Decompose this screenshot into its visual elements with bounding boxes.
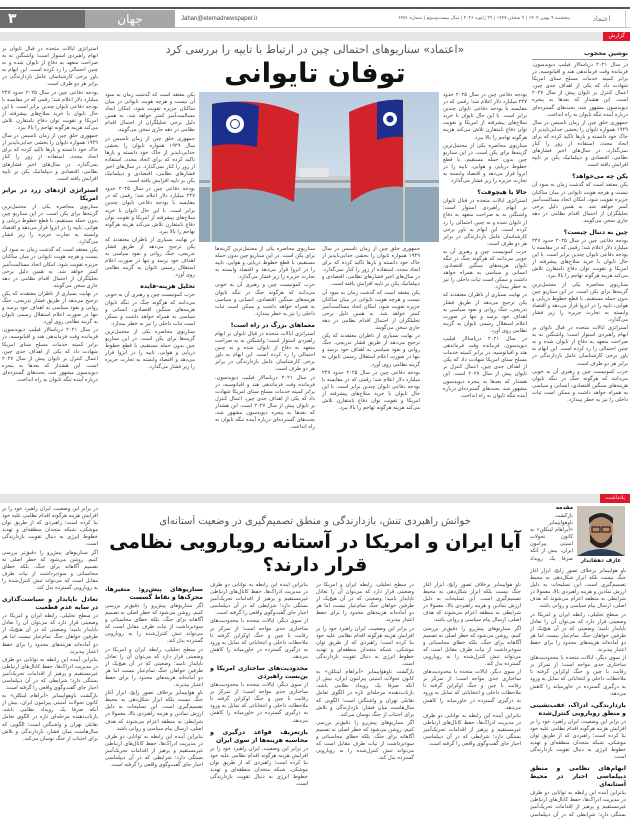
paragraph: اگر سناریوهای پیش‌رو را دقیق‌تر بررسی کنیم، روشن می‌شود که خطر اصلی نه تصمیم آگاهانه برای جنگ، بلکه خطای محاسباتی و سوءبرداشت از نیات طرف مقابل است که می‌تواند تنش کنترل‌شده را به رویارویی گسترده بدل کند. [316, 719, 414, 762]
paragraph: پکن معتقد است که گذشت زمان به سود آن نیست و هرچه هویت تایوانی در میان ساکنان جزیره تقویت شود، امکان اتحاد مسالمت‌آمیز کمتر خواهد شد. به همین دلیل برخی تحلیلگران از احتمال اقدام نظامی در دهه جاری سخن می‌گویند. [105, 92, 195, 134]
paragraph: در سطح تحلیلی، رابطه ایران و امریکا در وضعیتی قرار دارد که می‌توان آن را تعادل ناپایدار نامید؛ وضعیتی که در آن هیچ‌یک از طرفین خواهان جنگ تمام‌عیار نیست اما هر دو آماده‌اند هزینه‌های محدود را برای حفظ اعتبار بپذیرند. [2, 613, 98, 655]
paragraph: استراتژی ایالات متحده در قبال تایوان بر ابهام راهبردی استوار است؛ واشنگتن نه به صراحت متعهد به دفاع از تایوان شده و نه چنین احتمالی را رد کرده است. این ابهام به باور برخی کارشناسان عامل بازدارندگی در برابر هر دو طرف است. [532, 325, 628, 367]
subheading: حالا یا هیچوقت؟ [477, 189, 527, 197]
paragraph: در سطح تحلیلی، رابطه ایران و امریکا در وضعیتی قرار دارد که می‌توان آن را تعادل ناپایدار نامید؛ وضعیتی که در آن هیچ‌یک از طرفین خواهان جنگ تمام‌عیار نیست اما هر دو آماده‌اند هزینه‌های محدود را برای حفظ اعتبار بپذیرند. [530, 611, 626, 654]
report-column-4 [215, 246, 315, 488]
paragraph: استراتژی ایالات متحده در قبال تایوان بر ابهام راهبردی استوار است؛ واشنگتن نه به صراحت متعهد به دفاع از تایوان شده و نه چنین احتمالی را رد کرده است. این ابهام به باور برخی کارشناسان عامل بازدارندگی در برابر هر دو طرف است. [443, 198, 527, 247]
subheading: تعادل ناپایدار و سیاست‌گذاری در سایه عدم قطعیت [2, 596, 98, 612]
paragraph: در نهایت بسیاری از ناظران معتقدند که پکن ترجیح می‌دهد از طریق فشار تدریجی، جنگ روانی و نفوذ سیاسی به اهداف خود برسد و تنها در صورت اعلام استقلال رسمی تایوان به گزینه نظامی روی آورد. [443, 292, 527, 334]
paragraph: از سوی دیگر، ایالات متحده با محدودیت‌های ساختاری جدی مواجه است؛ از تمرکز بر رقابت با چین و جنگ اوکراین گرفته تا ملاحظات داخلی و انتخاباتی که تمایل به ورود به درگیری گسترده در خاورمیانه را کاهش می‌دهد. [210, 682, 308, 724]
subheading: سناریوهای پیش‌رو: متغیرها، محرک‌ها و نقاط گسست [105, 586, 203, 601]
top-rule [0, 7, 630, 9]
section-label-report: گزارش [603, 32, 630, 41]
note-kicker: خوانش راهبردی تنش، بازدارندگی و منطق تصمیم‌گیری در وضعیت آستانه‌ای [159, 516, 471, 527]
paragraph: در برابر این وضعیت، ایران راهبرد خود را بر افزایش هزینه هرگونه اقدام نظامی علیه خود بنا کرده است؛ راهبردی که از طریق توان موشکی، شبکه متحدان منطقه‌ای و تهدید خطوط انرژی به دنبال تقویت بازدارندگی است. [210, 745, 308, 788]
note-author: عارف دهقاندار [580, 558, 622, 564]
section-strip-note [0, 494, 630, 503]
report-author: نوشین محجوب [532, 50, 628, 60]
paragraph: اگر سناریوهای پیش‌رو را دقیق‌تر بررسی کنیم، روشن می‌شود که خطر اصلی نه تصمیم آگاهانه برای جنگ، بلکه خطای محاسباتی و سوءبرداشت از نیات طرف مقابل است که می‌تواند تنش کنترل‌شده را به رویارویی گسترده بدل کند. [423, 625, 521, 668]
paragraph: بودجه دفاعی چین در سال ۲۰۲۵ حدود ۲۴۷ میلیارد دلار اعلام شد؛ رقمی که در مقایسه با بودجه دفاعی تایوان چندین برابر است. با این حال تایوان با خرید سلاح‌های پیشرفته از امریکا و تقویت توان دفاع نامتقارن تلاش می‌کند هزینه هرگونه تهاجم را بالا ببرد. [2, 89, 98, 132]
paragraph: در برابر این وضعیت، ایران راهبرد خود را بر افزایش هزینه هرگونه اقدام نظامی علیه خود بنا کرده است؛ راهبردی که از طریق توان موشکی، شبکه متحدان منطقه‌ای و تهدید خطوط انرژی به دنبال تقویت بازدارندگی است. [2, 506, 98, 548]
paragraph: در نهایت بسیاری از ناظران معتقدند که پکن ترجیح می‌دهد از طریق فشار تدریجی، جنگ روانی و نفوذ سیاسی به اهداف خود برسد و تنها در صورت اعلام استقلال رسمی تایوان به گزینه نظامی روی آورد. [2, 290, 98, 326]
paragraph: پکن معتقد است که گذشت زمان به سود آن نیست و هرچه هویت تایوانی در میان ساکنان جزیره تقویت شود، امکان اتحاد مسالمت‌آمیز کمتر خواهد شد. به همین دلیل برخی تحلیلگران از احتمال اقدام نظامی در دهه جاری سخن می‌گویند. [532, 182, 628, 224]
paragraph: بازگشت ناوهواپیمابر «آبراهام لینکلن» به کانون تحولات امنیتی پیرامون ایران، بیش از آنکه صرفا یک رویداد نظامی باشد، بازتاب‌دهنده مرحله‌ای تازه در الگوی تعامل تقابلی تهران و واشنگتن است؛ الگویی که سال‌هاست میان فشار، بازدارندگی و تلاش برای اجتناب از جنگ نوسان می‌کند. [2, 693, 98, 742]
paragraph: استراتژی ایالات متحده در قبال تایوان بر ابهام راهبردی استوار است؛ واشنگتن نه به صراحت متعهد به دفاع از تایوان شده و نه چنین احتمالی را رد کرده است. این ابهام به باور برخی کارشناسان عامل بازدارندگی در برابر هر دو طرف است. [215, 330, 315, 373]
paragraph: اگر سناریوهای پیش‌رو را دقیق‌تر بررسی کنیم، روشن می‌شود که خطر اصلی نه تصمیم آگاهانه برای جنگ، بلکه خطای محاسباتی و سوءبرداشت از نیات طرف مقابل است که می‌تواند تنش کنترل‌شده را به رویارویی گسترده بدل کند. [2, 549, 98, 592]
report-column-2 [443, 92, 527, 488]
section-strip [0, 32, 630, 41]
paragraph: بنابراین آینده این رابطه به توانایی دو طرف در مدیریت ادراک‌ها، حفظ کانال‌های ارتباطی غیرمستقیم و پرهیز از اقدامات تحریک‌آمیز بستگی دارد؛ شرایطی که در آن دیپلماسی اجبار جای گفت‌وگوی واقعی را گرفته است. [423, 712, 521, 748]
paragraph: از سوی دیگر، ایالات متحده با محدودیت‌های ساختاری جدی مواجه است؛ از تمرکز بر رقابت با چین و جنگ اوکراین گرفته تا ملاحظات داخلی و انتخاباتی که تمایل به ورود به درگیری گسترده در خاورمیانه را کاهش می‌دهد. [210, 618, 308, 660]
section-name: جهان [85, 10, 175, 28]
paragraph: سناریوی محاصره یکی از محتمل‌ترین گزینه‌ها برای پکن است. در این سناریو چین بدون حمله مستقیم، با قطع خطوط دریایی و هوایی، تایپه را در انزوا قرار می‌دهد و اقتصاد وابسته به تجارت جزیره را زیر فشار می‌گذارد. [105, 328, 195, 371]
paragraph: جمهوری خلق چین از زمان تاسیس در سال ۱۹۴۹ همواره تایوان را بخشی جدایی‌ناپذیر از خاک خود دانسته و بارها تاکید کرده که برای اتحاد مجدد، استفاده از زور را کنار نمی‌گذارد. در سال‌های اخیر فشارهای نظامی، اقتصادی و دیپلماتیک پکن بر تایپه افزایش یافته است. [2, 133, 98, 182]
subheading: بازدارندگی، ادراک، عقب‌نشینی و منطق رویارویی کنترل‌شده [530, 701, 626, 717]
paragraph: ناو هواپیمابر برخلاف تصور رایج، ابزار آغاز جنگ نیست بلکه ابزار شکل‌دهی به محیط تصمیم‌گیری است. این تسلیحات به دلیل ارزش نمادین و هزینه راهبردی بالا، معمولا در شرایطی به منطقه اعزام می‌شوند که هدف اصلی، ارسال پیام سیاسی و روانی باشد. [423, 582, 521, 624]
note-column-4 [210, 582, 308, 819]
paragraph: بودجه دفاعی چین در سال ۲۰۲۵ حدود ۲۴۷ میلیارد دلار اعلام شد؛ رقمی که در مقایسه با بودجه دفاعی تایوان چندین برابر است. با این حال تایوان با خرید سلاح‌های پیشرفته از امریکا و تقویت توان دفاع نامتقارن تلاش می‌کند هزینه هرگونه تهاجم را بالا ببرد. [105, 186, 195, 235]
paragraph: ناو هواپیمابر برخلاف تصور رایج، ابزار آغاز جنگ نیست بلکه ابزار شکل‌دهی به محیط تصمیم‌گیری است. این تسلیحات به دلیل ارزش نمادین و هزینه راهبردی بالا، معمولا در شرایطی به منطقه اعزام می‌شوند که هدف اصلی، ارسال پیام سیاسی و روانی باشد. [530, 568, 626, 610]
subheading: استراتژی اژدهای زرد در برابر امریکا [2, 186, 98, 202]
note-column-6 [2, 506, 98, 819]
subheading: چین به دنبال چیست؟ [563, 228, 628, 236]
page-number: ۳ [0, 10, 85, 28]
paragraph: در نهایت بسیاری از ناظران معتقدند که پکن ترجیح می‌دهد از طریق فشار تدریجی، جنگ روانی و نفوذ سیاسی به اهداف خود برسد و تنها در صورت اعلام استقلال رسمی تایوان به گزینه نظامی روی آورد. [322, 333, 420, 368]
report-kicker: «اعتماد» سناریوهای احتمالی چین در ارتباط با تایپه را بررسی کرد [165, 43, 465, 56]
paragraph: بودجه دفاعی چین در سال ۲۰۲۵ حدود ۲۴۷ میلیارد دلار اعلام شد؛ رقمی که در مقایسه با بودجه دفاعی تایوان چندین برابر است. با این حال تایوان با خرید سلاح‌های پیشرفته از امریکا و تقویت توان دفاع نامتقارن تلاش می‌کند هزینه هرگونه تهاجم را بالا ببرد. [532, 237, 628, 280]
paragraph: از سوی دیگر، ایالات متحده با محدودیت‌های ساختاری جدی مواجه است؛ از تمرکز بر رقابت با چین و جنگ اوکراین گرفته تا ملاحظات داخلی و انتخاباتی که تمایل به ورود به درگیری گسترده در خاورمیانه را کاهش می‌دهد. [530, 655, 626, 697]
paragraph: در سال ۲۰۲۱ دریاسالار فیلیپ دیویدسون، فرمانده وقت فرماندهی هند و اقیانوسیه، در برابر کمیته خدمات مسلح سنای امریکا شهادت داد که یکی از اهداف جدی چین، اعمال کنترل بر تایوان پیش از سال ۲۰۲۷ است. این هشدار که بعدها به پنجره دیویدسون مشهور شد، بحث‌های گسترده‌ای درباره آینده تنگه تایوان به راه انداخت. [532, 62, 628, 118]
paragraph: در برابر این وضعیت، ایران راهبرد خود را بر افزایش هزینه هرگونه اقدام نظامی علیه خود بنا کرده است؛ راهبردی که از طریق توان موشکی، شبکه متحدان منطقه‌ای و تهدید خطوط انرژی به دنبال تقویت بازدارندگی است. [316, 625, 414, 668]
paragraph: سناریوی محاصره یکی از محتمل‌ترین گزینه‌ها برای پکن است. در این سناریو چین بدون حمله مستقیم، با قطع خطوط دریایی و هوایی، تایپه را در انزوا قرار می‌دهد و اقتصاد وابسته به تجارت جزیره را زیر فشار می‌گذارد. [2, 203, 98, 246]
note-intro-label: مقدمه [555, 505, 573, 511]
report-column-6 [2, 46, 98, 488]
note-column-5 [105, 582, 203, 819]
section-label-note: یادداشت [600, 494, 630, 503]
note-headline: آیا ایران و امریکا در آستانه رویارویی نظامی قرار دارند؟ [109, 531, 521, 576]
author-photo [577, 506, 625, 556]
paragraph: سناریوی محاصره یکی از محتمل‌ترین گزینه‌ها برای پکن است. در این سناریو چین بدون حمله مستقیم، با قطع خطوط دریایی و هوایی، تایپه را در انزوا قرار می‌دهد و اقتصاد وابسته به تجارت جزیره را زیر فشار می‌گذارد. [443, 142, 527, 185]
date-line: پنجشنبه ۹ بهمن ۱۴۰۴ | ۹ شعبان ۱۴۴۷ | ۲۹ ژانویه ۲۰۲۶ | سال بیست‌وسوم | شماره ۶۴۵۱ [398, 16, 570, 21]
subheading: ابهام‌های نظامی و منطق دیپلماسی اجبار در محیط آستانه‌ای [530, 765, 626, 789]
note-column-1 [530, 568, 626, 819]
paragraph: بازگشت ناوهواپیمابر «آبراهام لینکلن» به کانون تحولات امنیتی پیرامون ایران، بیش از آنکه صرفا یک رویداد نظامی باشد، بازتاب‌دهنده مرحله‌ای تازه در الگوی تعامل تقابلی تهران و واشنگتن است؛ الگویی که سال‌هاست میان فشار، بازدارندگی و تلاش برای اجتناب از جنگ نوسان می‌کند. [316, 669, 414, 718]
report-column-1 [532, 62, 628, 488]
paragraph: حزب کمونیست چین و رهبری آن به خوبی می‌دانند که هرگونه جنگ در تنگه تایوان هزینه‌های سنگین اقتصادی، انسانی و سیاسی به همراه خواهد داشت و ممکن است ثبات داخلی را نیز به خطر بیندازد. [532, 368, 628, 404]
section-email[interactable]: Jahan@etemadnewspaper.ir [181, 16, 258, 22]
paragraph: بنابراین آینده این رابطه به توانایی دو طرف در مدیریت ادراک‌ها، حفظ کانال‌های ارتباطی غیرمستقیم و پرهیز از اقدامات تحریک‌آمیز بستگی دارد؛ شرایطی که در آن دیپلماسی اجبار جای گفت‌وگوی واقعی را گرفته است. [2, 656, 98, 692]
paragraph: از سوی دیگر، ایالات متحده با محدودیت‌های ساختاری جدی مواجه است؛ از تمرکز بر رقابت با چین و جنگ اوکراین گرفته تا ملاحظات داخلی و انتخاباتی که تمایل به ورود به درگیری گسترده در خاورمیانه را کاهش می‌دهد. [423, 669, 521, 711]
note-intro-text [530, 513, 573, 563]
paragraph: در سطح تحلیلی، رابطه ایران و امریکا در وضعیتی قرار دارد که می‌توان آن را تعادل ناپایدار نامید؛ وضعیتی که در آن هیچ‌یک از طرفین خواهان جنگ تمام‌عیار نیست اما هر دو آماده‌اند هزینه‌های محدود را برای حفظ اعتبار بپذیرند. [316, 582, 414, 624]
paragraph: جمهوری خلق چین از زمان تاسیس در سال ۱۹۴۹ همواره تایوان را بخشی جدایی‌ناپذیر از خاک خود دانسته و بارها تاکید کرده که برای اتحاد مجدد، استفاده از زور را کنار نمی‌گذارد. در سال‌های اخیر فشارهای نظامی، اقتصادی و دیپلماتیک پکن بر تایپه افزایش یافته است. [532, 119, 628, 169]
newspaper-logo: اعتماد [578, 10, 626, 28]
paragraph: استراتژی ایالات متحده در قبال تایوان بر ابهام راهبردی استوار است؛ واشنگتن نه به صراحت متعهد به دفاع از تایوان شده و نه چنین احتمالی را رد کرده است. این ابهام به باور برخی کارشناسان عامل بازدارندگی در برابر هر دو طرف است. [2, 46, 98, 88]
paragraph: در سال ۲۰۲۱ دریاسالار فیلیپ دیویدسون، فرمانده وقت فرماندهی هند و اقیانوسیه، در برابر کمیته خدمات مسلح سنای امریکا شهادت داد که یکی از اهداف جدی چین، اعمال کنترل بر تایوان پیش از سال ۲۰۲۷ است. این هشدار که بعدها به پنجره دیویدسون مشهور شد، بحث‌های گسترده‌ای درباره آینده تنگه تایوان به راه انداخت. [215, 374, 315, 431]
subheading: محدودیت‌های ساختاری امریکا و بن‌بست راهبردی [210, 665, 308, 681]
paragraph: در برابر این وضعیت، ایران راهبرد خود را بر افزایش هزینه هرگونه اقدام نظامی علیه خود بنا کرده است؛ راهبردی که از طریق توان موشکی، شبکه متحدان منطقه‌ای و تهدید خطوط انرژی به دنبال تقویت بازدارندگی است. [530, 718, 626, 761]
paragraph: بودجه دفاعی چین در سال ۲۰۲۵ حدود ۲۴۷ میلیارد دلار اعلام شد؛ رقمی که در مقایسه با بودجه دفاعی تایوان چندین برابر است. با این حال تایوان با خرید سلاح‌های پیشرفته از امریکا و تقویت توان دفاع نامتقارن تلاش می‌کند هزینه هرگونه تهاجم را بالا ببرد. [322, 369, 420, 412]
paragraph: ناو هواپیمابر برخلاف تصور رایج، ابزار آغاز جنگ نیست بلکه ابزار شکل‌دهی به محیط تصمیم‌گیری است. این تسلیحات به دلیل ارزش نمادین و هزینه راهبردی بالا، معمولا در شرایطی به منطقه اعزام می‌شوند که هدف اصلی، ارسال پیام سیاسی و روانی باشد. [105, 690, 203, 732]
paragraph: بنابراین آینده این رابطه به توانایی دو طرف در مدیریت ادراک‌ها، حفظ کانال‌های ارتباطی غیرمستقیم و پرهیز از اقدامات تحریک‌آمیز بستگی دارد؛ شرایطی که در آن دیپلماسی اجبار جای گفت‌وگوی واقعی را گرفته است. [105, 733, 203, 769]
paragraph: در سال ۲۰۲۱ دریاسالار فیلیپ دیویدسون، فرمانده وقت فرماندهی هند و اقیانوسیه، در برابر کمیته خدمات مسلح سنای امریکا شهادت داد که یکی از اهداف جدی چین، اعمال کنترل بر تایوان پیش از سال ۲۰۲۷ است. این هشدار که بعدها به پنجره دیویدسون مشهور شد، بحث‌های گسترده‌ای درباره آینده تنگه تایوان به راه انداخت. [2, 327, 98, 384]
paragraph: بنابراین آینده این رابطه به توانایی دو طرف در مدیریت ادراک‌ها، حفظ کانال‌های ارتباطی غیرمستقیم و پرهیز از اقدامات تحریک‌آمیز بستگی دارد؛ شرایطی که در آن دیپلماسی اجبار جای گفت‌وگوی واقعی را گرفته است. [210, 582, 308, 617]
paragraph: بنابراین آینده این رابطه به توانایی دو طرف در مدیریت ادراک‌ها، حفظ کانال‌های ارتباطی غیرمستقیم و پرهیز از اقدامات تحریک‌آمیز بستگی دارد؛ شرایطی که در آن دیپلماسی [530, 790, 626, 818]
paragraph: بازگشت ناوهواپیمابر «آبراهام لینکلن» به کانون تحولات امنیتی پیرامون ایران، بیش از آنکه صرفا یک رویداد [530, 513, 573, 562]
report-headline: توفان تایوانی [224, 58, 406, 89]
paragraph: پکن معتقد است که گذشت زمان به سود آن نیست و هرچه هویت تایوانی در میان ساکنان جزیره تقویت شود، امکان اتحاد مسالمت‌آمیز کمتر خواهد شد. به همین دلیل برخی تحلیلگران از احتمال اقدام نظامی در دهه جاری سخن می‌گویند. [2, 247, 98, 289]
taiwan-flags-photo [199, 92, 439, 242]
paragraph: حزب کمونیست چین و رهبری آن به خوبی می‌دانند که هرگونه جنگ در تنگه تایوان هزینه‌های سنگین اقتصادی، انسانی و سیاسی به همراه خواهد داشت و ممکن است ثبات داخلی را نیز به خطر بیندازد. [105, 292, 195, 327]
paragraph: سناریوی محاصره یکی از محتمل‌ترین گزینه‌ها برای پکن است. در این سناریو چین بدون حمله مستقیم، با قطع خطوط دریایی و هوایی، تایپه را در انزوا قرار می‌دهد و اقتصاد وابسته به تجارت جزیره را زیر فشار می‌گذارد. [532, 281, 628, 323]
paragraph: پکن معتقد است که گذشت زمان به سود آن نیست و هرچه هویت تایوانی در میان ساکنان جزیره تقویت شود، امکان اتحاد مسالمت‌آمیز کمتر خواهد شد. به همین دلیل برخی تحلیلگران از احتمال اقدام نظامی در دهه جاری سخن می‌گویند. [322, 289, 420, 332]
paragraph: حزب کمونیست چین و رهبری آن به خوبی می‌دانند که هرگونه جنگ در تنگه تایوان هزینه‌های سنگین اقتصادی، انسانی و سیاسی به همراه خواهد داشت و ممکن است ثبات داخلی را نیز به خطر بیندازد. [443, 248, 527, 291]
subheading: تحلیل هزینه-فایده [140, 283, 195, 291]
paragraph: در نهایت بسیاری از ناظران معتقدند که پکن ترجیح می‌دهد از طریق فشار تدریجی، جنگ روانی و نفوذ سیاسی به اهداف خود برسد و تنها در صورت اعلام استقلال رسمی تایوان به گزینه نظامی روی آورد. [105, 236, 195, 279]
paragraph: سناریوی محاصره یکی از محتمل‌ترین گزینه‌ها برای پکن است. در این سناریو چین بدون حمله مستقیم، با قطع خطوط دریایی و هوایی، تایپه را در انزوا قرار می‌دهد و اقتصاد وابسته به تجارت جزیره را زیر فشار می‌گذارد. [215, 246, 315, 281]
subheading: بازتعریف قواعد درگیری و محاسبه هزینه‌ها از سوی ایران [210, 728, 308, 744]
report-column-3 [322, 246, 420, 488]
paragraph: جمهوری خلق چین از زمان تاسیس در سال ۱۹۴۹ همواره تایوان را بخشی جدایی‌ناپذیر از خاک خود دانسته و بارها تاکید کرده که برای اتحاد مجدد، استفاده از زور را کنار نمی‌گذارد. در سال‌های اخیر فشارهای نظامی، اقتصادی و دیپلماتیک پکن بر تایپه افزایش یافته است. [322, 246, 420, 288]
note-column-2 [423, 582, 521, 819]
subheading: معماهای بزرگ در راه است! [230, 321, 315, 329]
note-column-3 [316, 582, 414, 819]
paragraph: جمهوری خلق چین از زمان تاسیس در سال ۱۹۴۹ همواره تایوان را بخشی جدایی‌ناپذیر از خاک خود دانسته و بارها تاکید کرده که برای اتحاد مجدد، استفاده از زور را کنار نمی‌گذارد. در سال‌های اخیر فشارهای نظامی، اقتصادی و دیپلماتیک پکن بر تایپه افزایش یافته است. [105, 135, 195, 185]
report-column-5 [105, 92, 195, 488]
paragraph: حزب کمونیست چین و رهبری آن به خوبی می‌دانند که هرگونه جنگ در تنگه تایوان هزینه‌های سنگین اقتصادی، انسانی و سیاسی به همراه خواهد داشت و ممکن است ثبات داخلی را نیز به خطر بیندازد. [215, 282, 315, 317]
paragraph: در سطح تحلیلی، رابطه ایران و امریکا در وضعیتی قرار دارد که می‌توان آن را تعادل ناپایدار نامید؛ وضعیتی که در آن هیچ‌یک از طرفین خواهان جنگ تمام‌عیار نیست اما هر دو آماده‌اند هزینه‌های محدود را برای حفظ اعتبار بپذیرند. [105, 646, 203, 689]
paragraph: اگر سناریوهای پیش‌رو را دقیق‌تر بررسی کنیم، روشن می‌شود که خطر اصلی نه تصمیم آگاهانه برای جنگ، بلکه خطای محاسباتی و سوءبرداشت از نیات طرف مقابل است که می‌تواند تنش کنترل‌شده را به رویارویی گسترده بدل کند. [105, 603, 203, 645]
paragraph: بودجه دفاعی چین در سال ۲۰۲۵ حدود ۲۴۷ میلیارد دلار اعلام شد؛ رقمی که در مقایسه با بودجه دفاعی تایوان چندین برابر است. با این حال تایوان با خرید سلاح‌های پیشرفته از امریکا و تقویت توان دفاع نامتقارن تلاش می‌کند هزینه هرگونه تهاجم را بالا ببرد. [443, 92, 527, 141]
subheading: پکن چه می‌خواهد؟ [571, 173, 628, 181]
paragraph: در سال ۲۰۲۱ دریاسالار فیلیپ دیویدسون، فرمانده وقت فرماندهی هند و اقیانوسیه، در برابر کمیته خدمات مسلح سنای امریکا شهادت داد که یکی از اهداف جدی چین، اعمال کنترل بر تایوان پیش از سال ۲۰۲۷ است. این هشدار که بعدها به پنجره دیویدسون مشهور شد، بحث‌های گسترده‌ای درباره آینده تنگه تایوان به راه انداخت. [443, 336, 527, 399]
